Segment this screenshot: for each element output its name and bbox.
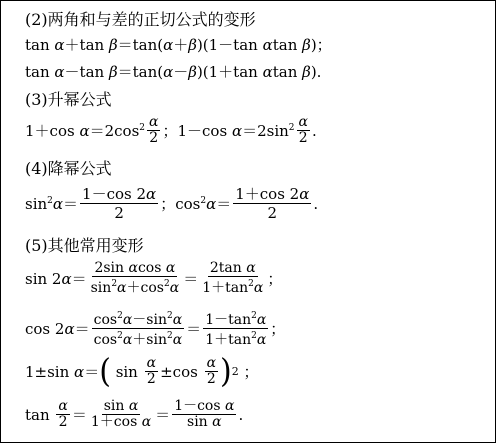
- formula-sin-double: sin 2 α ＝ 2sin αcos α $\sin^2\alpha+\cos^2\alpha$ ＝ 2tan α $1+\tan^2\alpha$ ；: [25, 260, 283, 296]
- section-4-title: (4)降幂公式: [25, 159, 112, 178]
- formula-tan-half: tan α 2 ＝ sin α 1＋cos α ＝ 1－cos α sin α .: [25, 398, 244, 430]
- formula-power-raising: 1＋cos α $=2\cos^2$ α 2 ；1－cos α $=2\sin^2$ α 2 .: [25, 114, 317, 146]
- formula-cos-double: cos 2 α ＝ $\cos^2\alpha-\sin^2\alpha$ $\cos^2\alpha+\sin^2\alpha$ ＝ $1-\tan^2\alpha$ $1+\tan^2\alpha$ ；: [25, 311, 286, 348]
- formula-tan-sum-variant: tan α ＋tan β ＝tan( α ＋ β )(1－tan α tan β )；: [25, 35, 332, 54]
- formula-tan-diff-variant: tan α －tan β ＝tan( α － β )(1＋tan α tan β ).: [25, 62, 322, 81]
- section-5-title: (5)其他常用变形: [25, 236, 144, 255]
- formula-one-plus-minus-sin: 1±sin α ＝ ( sin α 2 ±cos α 2 ) 2 ；: [25, 351, 259, 391]
- section-3-title: (3)升幂公式: [25, 90, 112, 109]
- formula-power-reduction: $\sin^2$ α ＝ 1－cos 2α 2 ；$\cos^2$ α ＝ 1＋cos 2α 2 .: [25, 185, 319, 222]
- section-2-title: (2)两角和与差的正切公式的变形: [25, 10, 256, 29]
